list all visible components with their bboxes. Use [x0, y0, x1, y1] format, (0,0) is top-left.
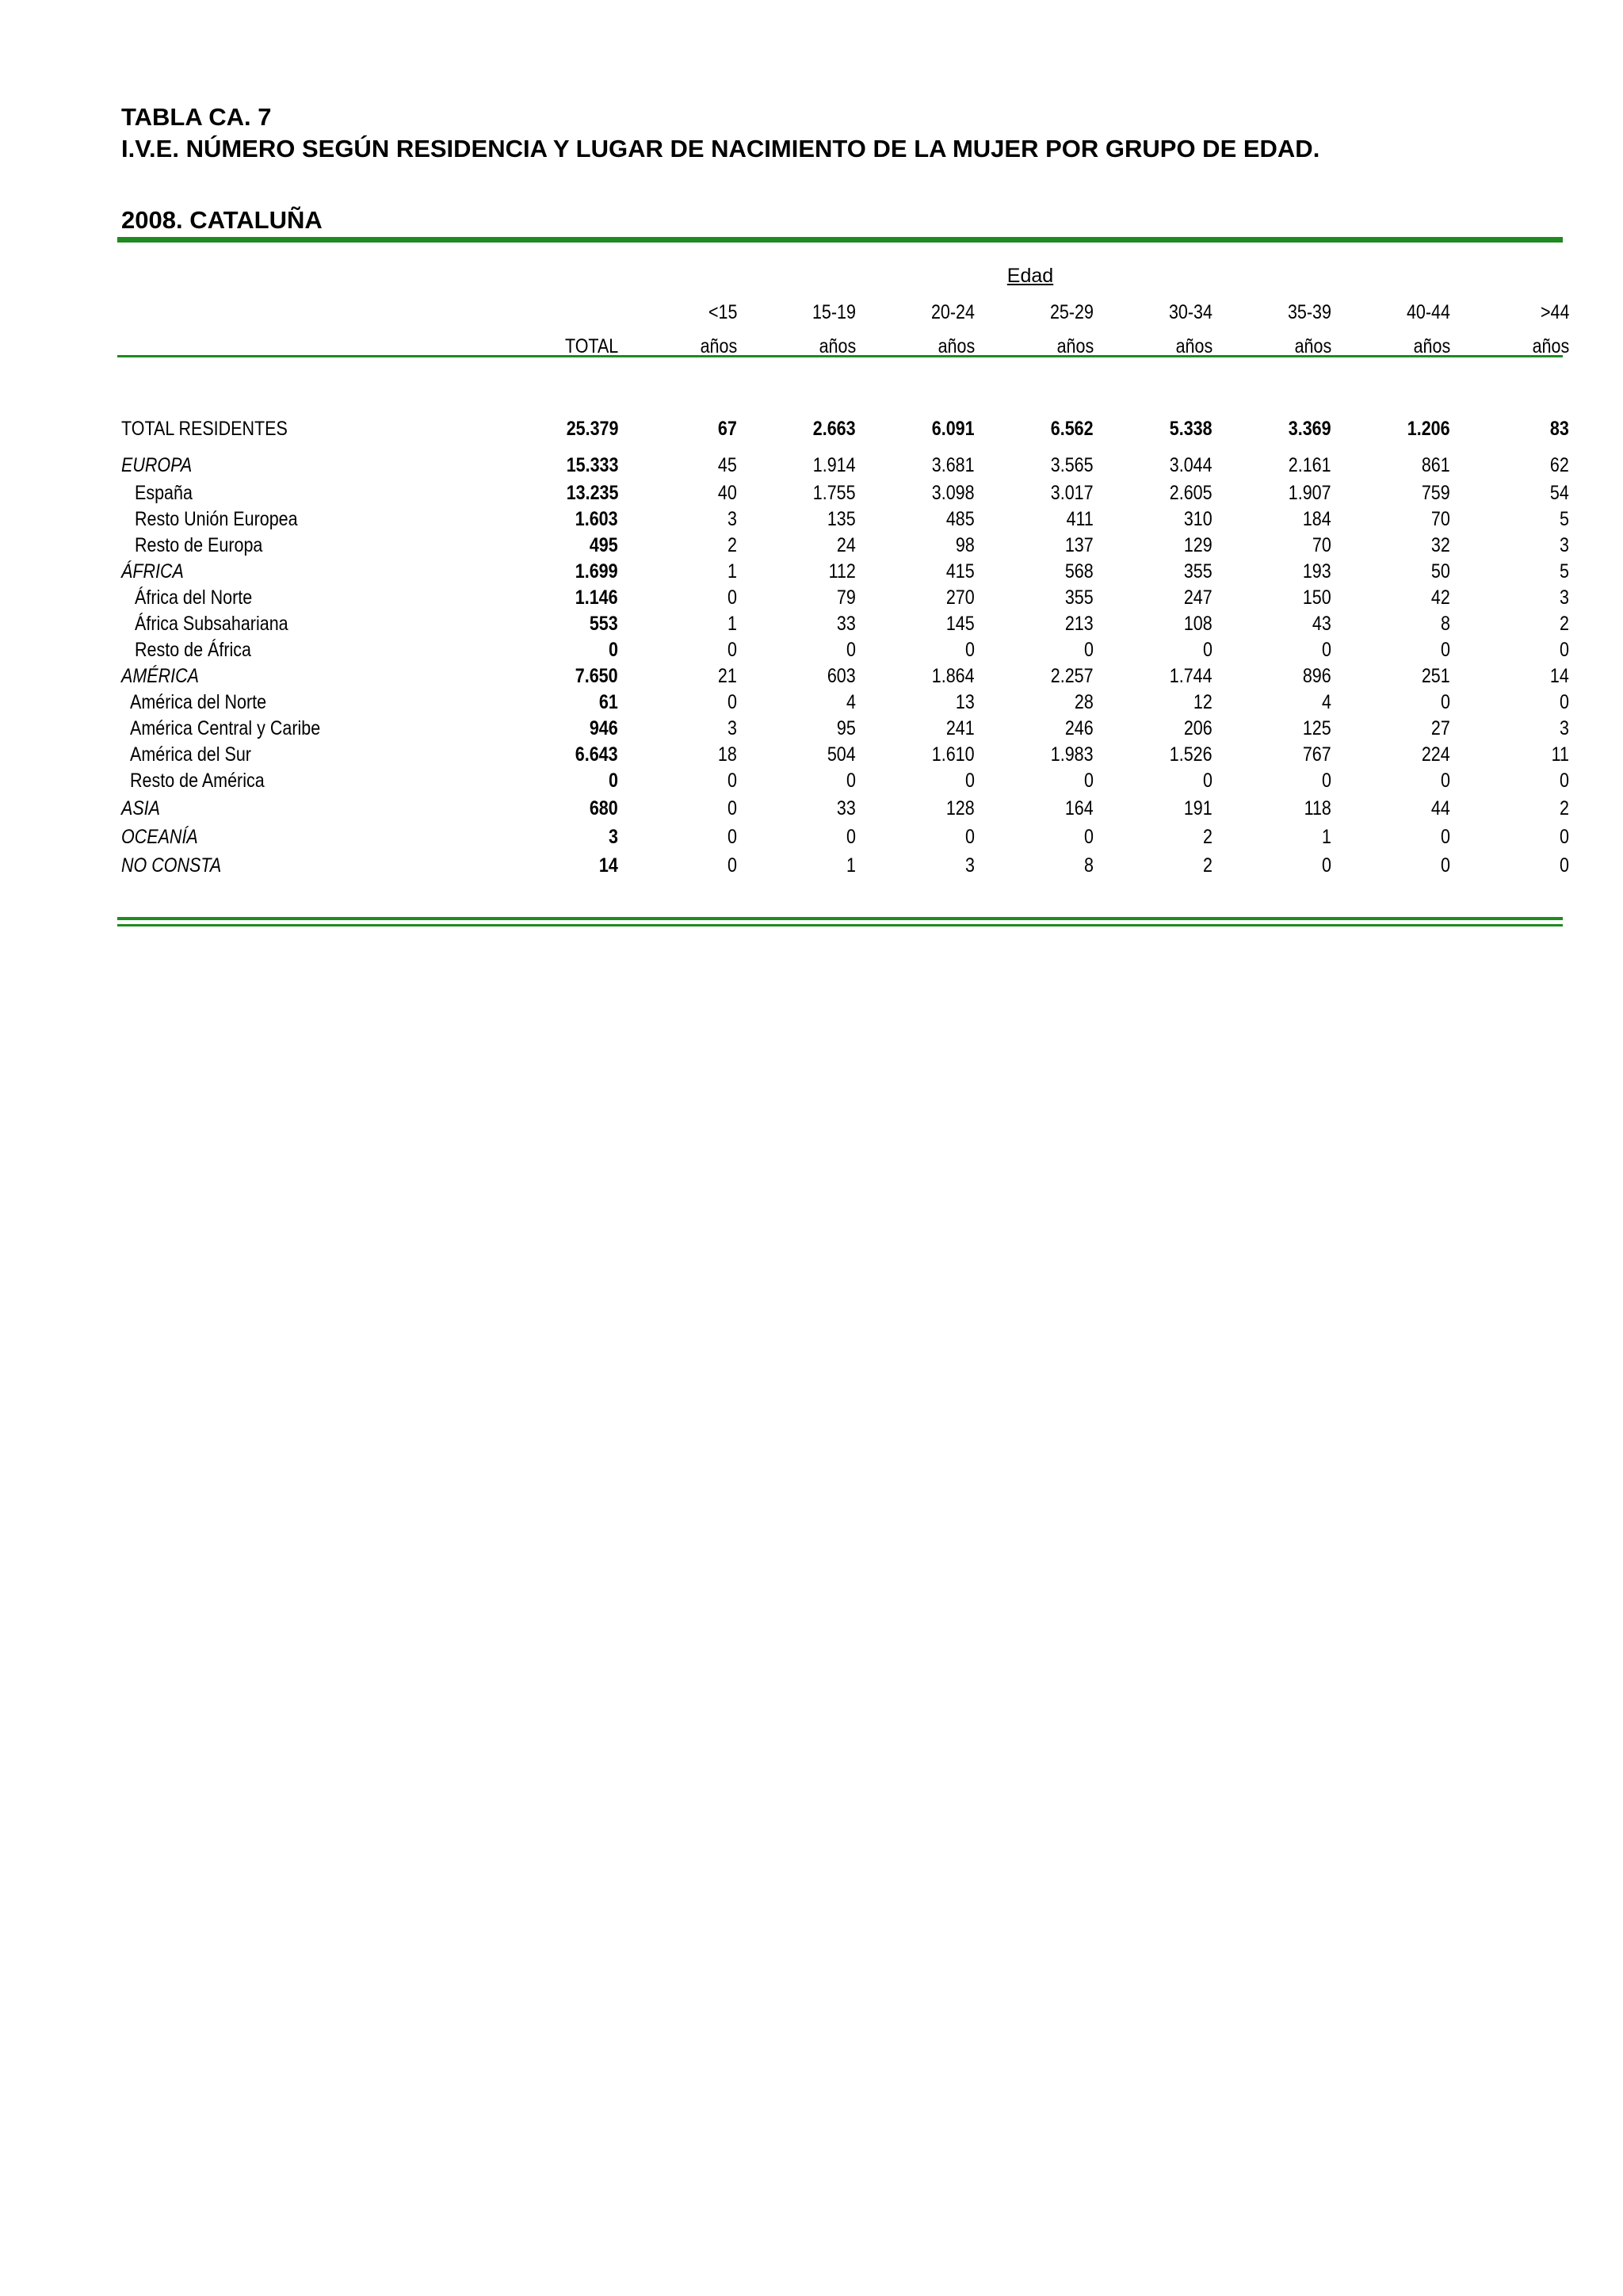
row-value: 0 — [1560, 691, 1569, 713]
row-value: 241 — [946, 717, 975, 739]
row-value: 27 — [1431, 717, 1450, 739]
row-value: 67 — [718, 418, 737, 440]
row-value: 0 — [1560, 826, 1569, 848]
row-value: 603 — [827, 665, 856, 687]
column-unit: años — [819, 335, 856, 357]
row-value: 2.161 — [1289, 454, 1331, 476]
row-label: ASIA — [121, 797, 161, 819]
row-value: 2 — [1560, 613, 1569, 635]
row-value: 2.663 — [813, 418, 856, 440]
row-value: 137 — [1065, 534, 1094, 556]
row-value: 0 — [1441, 691, 1450, 713]
row-value: 3 — [1560, 534, 1569, 556]
table-title: I.V.E. NÚMERO SEGÚN RESIDENCIA Y LUGAR DE NACIMIENTO DE LA MUJER POR GRUPO DE EDAD. — [121, 135, 1320, 162]
row-value: 1.983 — [1051, 743, 1094, 766]
row-value: 6.562 — [1051, 418, 1094, 440]
row-value: 0 — [727, 770, 737, 792]
column-age-range: 35-39 — [1288, 301, 1331, 323]
row-value: 44 — [1431, 797, 1450, 819]
row-value: 0 — [1322, 639, 1331, 661]
row-value: 0 — [965, 826, 975, 848]
row-total-value: 6.643 — [575, 743, 618, 766]
column-unit: años — [1532, 335, 1569, 357]
row-value: 6.091 — [932, 418, 975, 440]
row-value: 164 — [1065, 797, 1094, 819]
bottom-rule — [117, 917, 1563, 920]
row-value: 0 — [1560, 854, 1569, 877]
row-value: 485 — [946, 508, 975, 530]
row-total-value: 61 — [599, 691, 618, 713]
row-total-value: 25.379 — [566, 418, 618, 440]
row-total-value: 0 — [609, 770, 618, 792]
row-value: 62 — [1550, 454, 1569, 476]
row-value: 79 — [837, 586, 856, 609]
row-value: 128 — [946, 797, 975, 819]
row-value: 206 — [1184, 717, 1212, 739]
column-age-range: 20-24 — [931, 301, 975, 323]
column-age-range: 15-19 — [812, 301, 856, 323]
row-value: 1 — [846, 854, 856, 877]
row-value: 13 — [956, 691, 975, 713]
row-value: 0 — [1560, 639, 1569, 661]
row-value: 5.338 — [1170, 418, 1212, 440]
row-value: 1.864 — [932, 665, 975, 687]
row-value: 0 — [965, 639, 975, 661]
column-age-range: >44 — [1540, 301, 1569, 323]
row-value: 8 — [1441, 613, 1450, 635]
row-value: 43 — [1312, 613, 1331, 635]
row-value: 759 — [1422, 482, 1450, 504]
row-value: 1.744 — [1170, 665, 1212, 687]
column-age-range: 30-34 — [1169, 301, 1212, 323]
row-value: 3.681 — [932, 454, 975, 476]
row-total-value: 680 — [590, 797, 618, 819]
column-unit: años — [700, 335, 737, 357]
row-value: 150 — [1303, 586, 1331, 609]
row-value: 0 — [727, 586, 737, 609]
row-label: Resto Unión Europea — [135, 508, 298, 530]
row-total-value: 0 — [609, 639, 618, 661]
bottom-rule-2 — [117, 924, 1563, 926]
row-value: 191 — [1184, 797, 1212, 819]
top-rule — [117, 237, 1563, 243]
row-value: 2 — [1560, 797, 1569, 819]
row-value: 246 — [1065, 717, 1094, 739]
row-value: 0 — [1322, 770, 1331, 792]
row-value: 1.206 — [1407, 418, 1450, 440]
row-value: 0 — [727, 826, 737, 848]
row-total-value: 13.235 — [566, 482, 618, 504]
row-total-value: 15.333 — [566, 454, 618, 476]
row-value: 145 — [946, 613, 975, 635]
row-total-value: 7.650 — [575, 665, 618, 687]
row-value: 568 — [1065, 560, 1094, 583]
row-value: 0 — [1084, 639, 1094, 661]
row-value: 129 — [1184, 534, 1212, 556]
row-value: 3 — [727, 508, 737, 530]
row-value: 108 — [1184, 613, 1212, 635]
row-label: África del Norte — [135, 586, 253, 609]
column-group-label: Edad — [1006, 265, 1054, 287]
row-value: 135 — [827, 508, 856, 530]
row-value: 11 — [1551, 743, 1569, 766]
row-value: 0 — [1203, 770, 1212, 792]
row-value: 0 — [727, 797, 737, 819]
row-value: 42 — [1431, 586, 1450, 609]
row-value: 70 — [1312, 534, 1331, 556]
row-value: 896 — [1303, 665, 1331, 687]
row-value: 3 — [1560, 586, 1569, 609]
row-value: 2 — [727, 534, 737, 556]
row-total-value: 553 — [590, 613, 618, 635]
row-value: 0 — [1322, 854, 1331, 877]
row-value: 98 — [956, 534, 975, 556]
row-value: 118 — [1304, 797, 1331, 819]
row-value: 14 — [1550, 665, 1569, 687]
row-total-value: 14 — [599, 854, 618, 877]
row-value: 24 — [837, 534, 856, 556]
row-value: 1.526 — [1170, 743, 1212, 766]
row-value: 0 — [965, 770, 975, 792]
row-value: 2 — [1203, 826, 1212, 848]
row-value: 83 — [1550, 418, 1569, 440]
row-label: España — [135, 482, 193, 504]
row-value: 8 — [1084, 854, 1094, 877]
row-value: 1 — [1322, 826, 1331, 848]
row-total-value: 1.603 — [575, 508, 618, 530]
row-value: 32 — [1431, 534, 1450, 556]
row-label: ÁFRICA — [121, 560, 184, 583]
row-value: 3 — [1560, 717, 1569, 739]
row-value: 0 — [727, 691, 737, 713]
row-value: 54 — [1550, 482, 1569, 504]
row-value: 0 — [846, 826, 856, 848]
title-block — [121, 101, 1319, 165]
row-value: 2.257 — [1051, 665, 1094, 687]
row-value: 4 — [1322, 691, 1331, 713]
row-value: 767 — [1303, 743, 1331, 766]
column-total-header: TOTAL — [564, 335, 618, 357]
row-value: 3.565 — [1051, 454, 1094, 476]
row-value: 251 — [1422, 665, 1450, 687]
row-value: 125 — [1303, 717, 1331, 739]
row-value: 1 — [727, 560, 737, 583]
row-value: 1.907 — [1289, 482, 1331, 504]
row-value: 5 — [1560, 508, 1569, 530]
row-value: 355 — [1184, 560, 1212, 583]
row-value: 3 — [965, 854, 975, 877]
row-value: 95 — [837, 717, 856, 739]
row-value: 12 — [1193, 691, 1212, 713]
row-value: 0 — [846, 770, 856, 792]
row-value: 1.914 — [813, 454, 856, 476]
row-label: TOTAL RESIDENTES — [121, 418, 288, 440]
row-value: 1.610 — [932, 743, 975, 766]
row-value: 0 — [727, 854, 737, 877]
row-value: 355 — [1065, 586, 1094, 609]
table-id: TABLA CA. 7 — [121, 103, 272, 131]
row-value: 213 — [1065, 613, 1094, 635]
row-value: 0 — [1441, 639, 1450, 661]
row-value: 0 — [846, 639, 856, 661]
column-age-range: 25-29 — [1050, 301, 1094, 323]
row-value: 411 — [1066, 508, 1094, 530]
row-value: 0 — [1084, 826, 1094, 848]
row-label: AMÉRICA — [121, 665, 199, 687]
row-value: 193 — [1303, 560, 1331, 583]
row-value: 3 — [727, 717, 737, 739]
row-value: 0 — [1084, 770, 1094, 792]
row-value: 2.605 — [1170, 482, 1212, 504]
column-age-range: 40-44 — [1407, 301, 1450, 323]
row-value: 45 — [718, 454, 737, 476]
year-region: 2008. CATALUÑA — [121, 206, 323, 234]
row-value: 1 — [727, 613, 737, 635]
row-value: 3.017 — [1051, 482, 1094, 504]
row-value: 184 — [1303, 508, 1331, 530]
row-label: América Central y Caribe — [130, 717, 321, 739]
column-unit: años — [1413, 335, 1450, 357]
row-value: 0 — [1441, 770, 1450, 792]
row-value: 2 — [1203, 854, 1212, 877]
row-value: 0 — [727, 639, 737, 661]
row-label: América del Sur — [130, 743, 251, 766]
row-value: 50 — [1431, 560, 1450, 583]
row-value: 0 — [1441, 826, 1450, 848]
row-value: 0 — [1560, 770, 1569, 792]
column-unit: años — [938, 335, 975, 357]
column-age-range: <15 — [708, 301, 737, 323]
row-value: 28 — [1075, 691, 1094, 713]
row-value: 70 — [1431, 508, 1450, 530]
row-value: 310 — [1184, 508, 1212, 530]
row-value: 1.755 — [813, 482, 856, 504]
row-label: OCEANÍA — [121, 826, 198, 848]
row-total-value: 3 — [609, 826, 618, 848]
row-value: 3.044 — [1170, 454, 1212, 476]
row-value: 21 — [718, 665, 737, 687]
row-label: América del Norte — [130, 691, 267, 713]
row-value: 0 — [1203, 639, 1212, 661]
row-label: Resto de América — [130, 770, 265, 792]
row-value: 33 — [837, 797, 856, 819]
row-value: 40 — [718, 482, 737, 504]
row-label: África Subsahariana — [135, 613, 288, 635]
row-value: 224 — [1422, 743, 1450, 766]
row-total-value: 1.699 — [575, 560, 618, 583]
row-label: Resto de África — [135, 639, 251, 661]
row-value: 270 — [946, 586, 975, 609]
row-value: 861 — [1422, 454, 1450, 476]
row-label: EUROPA — [121, 454, 193, 476]
row-value: 3.369 — [1289, 418, 1331, 440]
row-value: 5 — [1560, 560, 1569, 583]
column-unit: años — [1056, 335, 1094, 357]
row-total-value: 946 — [590, 717, 618, 739]
row-label: NO CONSTA — [121, 854, 222, 877]
row-value: 18 — [718, 743, 737, 766]
row-value: 3.098 — [932, 482, 975, 504]
row-value: 4 — [846, 691, 856, 713]
row-total-value: 495 — [590, 534, 618, 556]
row-value: 504 — [827, 743, 856, 766]
column-unit: años — [1294, 335, 1331, 357]
row-value: 0 — [1441, 854, 1450, 877]
column-unit: años — [1175, 335, 1212, 357]
row-value: 112 — [828, 560, 856, 583]
row-value: 33 — [837, 613, 856, 635]
row-value: 415 — [946, 560, 975, 583]
row-label: Resto de Europa — [135, 534, 263, 556]
row-total-value: 1.146 — [575, 586, 618, 609]
row-value: 247 — [1184, 586, 1212, 609]
